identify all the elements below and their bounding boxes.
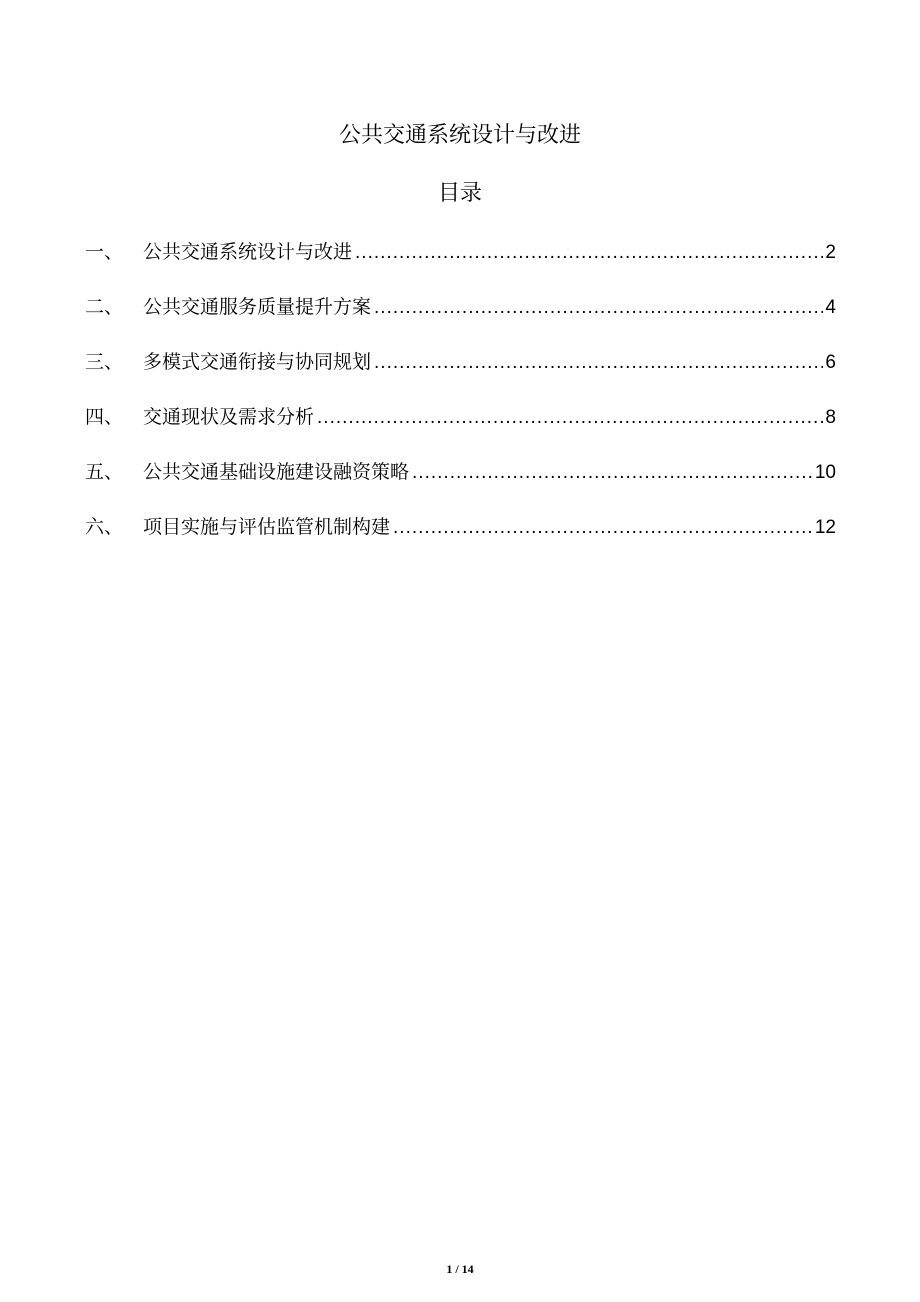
toc-entry-number: 六、 bbox=[85, 516, 124, 538]
toc-entry-title: 公共交通服务质量提升方案 bbox=[143, 296, 372, 318]
document-title: 公共交通系统设计与改进 bbox=[338, 123, 581, 148]
toc-dot-leader bbox=[393, 508, 813, 548]
toc-entry-number: 五、 bbox=[85, 461, 124, 483]
toc-entry-page: 12 bbox=[814, 517, 836, 538]
toc-dot-leader bbox=[355, 233, 823, 273]
page-number-footer: 1 / 14 bbox=[446, 1262, 474, 1276]
toc-entry-number: 一、 bbox=[85, 241, 124, 263]
toc-entry-title: 多模式交通衔接与协同规划 bbox=[143, 351, 372, 373]
toc-entry-title: 项目实施与评估监管机制构建 bbox=[143, 516, 391, 538]
toc-entry-title: 公共交通系统设计与改进 bbox=[143, 241, 353, 263]
toc-heading: 目录 bbox=[437, 181, 482, 206]
toc-entry-4[interactable] bbox=[85, 397, 836, 452]
toc-entry-3[interactable] bbox=[85, 342, 836, 397]
toc-entry-page: 6 bbox=[825, 352, 836, 373]
toc-entry-2[interactable] bbox=[85, 287, 836, 342]
toc-entry-6[interactable] bbox=[85, 507, 836, 562]
table-of-contents bbox=[85, 232, 836, 562]
toc-dot-leader bbox=[374, 288, 823, 328]
toc-entry-1[interactable] bbox=[85, 232, 836, 287]
toc-entry-page: 2 bbox=[825, 242, 836, 263]
toc-entry-number: 二、 bbox=[85, 296, 124, 318]
toc-entry-page: 10 bbox=[814, 462, 836, 483]
toc-dot-leader bbox=[317, 398, 823, 438]
toc-dot-leader bbox=[412, 453, 813, 493]
toc-entry-5[interactable] bbox=[85, 452, 836, 507]
toc-entry-page: 4 bbox=[825, 297, 836, 318]
toc-entry-page: 8 bbox=[825, 407, 836, 428]
toc-entry-title: 交通现状及需求分析 bbox=[143, 406, 315, 428]
toc-dot-leader bbox=[374, 343, 823, 383]
toc-entry-title: 公共交通基础设施建设融资策略 bbox=[143, 461, 410, 483]
toc-entry-number: 三、 bbox=[85, 351, 124, 373]
toc-entry-number: 四、 bbox=[85, 406, 124, 428]
